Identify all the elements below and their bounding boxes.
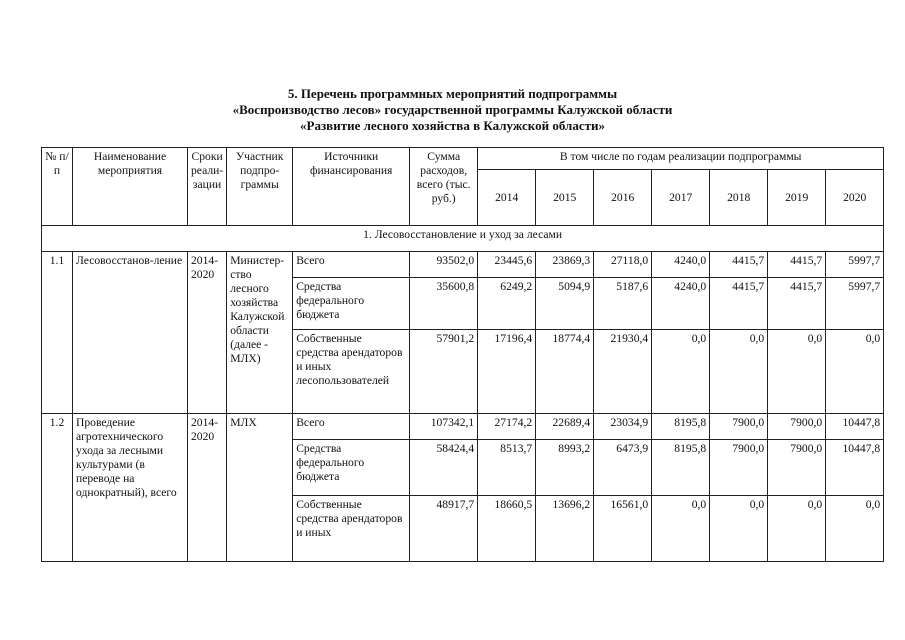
header-year: 2014 xyxy=(478,170,536,226)
source-total: 35600,8 xyxy=(410,278,478,330)
year-value: 0,0 xyxy=(652,330,710,414)
year-value: 5094,9 xyxy=(536,278,594,330)
year-value: 10447,8 xyxy=(826,440,884,496)
year-value: 27118,0 xyxy=(594,252,652,278)
section-row xyxy=(42,226,884,252)
year-value: 7900,0 xyxy=(710,414,768,440)
year-value: 23445,6 xyxy=(478,252,536,278)
year-value: 4415,7 xyxy=(768,252,826,278)
source-label: Всего xyxy=(293,414,410,440)
row-num: 1.2 xyxy=(42,414,73,562)
year-value: 5187,6 xyxy=(594,278,652,330)
source-total: 58424,4 xyxy=(410,440,478,496)
source-label: Собственные средства арендаторов и иных лесопользователей xyxy=(293,330,410,414)
header-source: Источники финансирования xyxy=(293,148,410,226)
table-row xyxy=(42,414,884,440)
section-title: 1. Лесовосстановление и уход за лесами xyxy=(42,226,884,252)
activity-period: 2014-2020 xyxy=(188,414,227,562)
year-value: 7900,0 xyxy=(768,414,826,440)
year-value: 0,0 xyxy=(710,330,768,414)
year-value: 8513,7 xyxy=(478,440,536,496)
year-value: 18660,5 xyxy=(478,496,536,562)
table-row xyxy=(42,252,884,278)
source-total: 48917,7 xyxy=(410,496,478,562)
header-year: 2015 xyxy=(536,170,594,226)
header-period: Сроки реали-зации xyxy=(188,148,227,226)
year-value: 23034,9 xyxy=(594,414,652,440)
year-value: 18774,4 xyxy=(536,330,594,414)
year-value: 4240,0 xyxy=(652,252,710,278)
header-row xyxy=(42,148,884,170)
year-value: 8195,8 xyxy=(652,414,710,440)
row-num: 1.1 xyxy=(42,252,73,414)
year-value: 6473,9 xyxy=(594,440,652,496)
header-year: 2019 xyxy=(768,170,826,226)
header-num: № п/п xyxy=(42,148,73,226)
year-value: 16561,0 xyxy=(594,496,652,562)
activity-participant: МЛХ xyxy=(227,414,293,562)
year-value: 8993,2 xyxy=(536,440,594,496)
year-value: 5997,7 xyxy=(826,278,884,330)
year-value: 7900,0 xyxy=(710,440,768,496)
source-label: Собственные средства арендаторов и иных xyxy=(293,496,410,562)
activity-participant: Министер-ство лесного хозяйства Калужской области (далее - МЛХ) xyxy=(227,252,293,414)
year-value: 0,0 xyxy=(768,330,826,414)
header-year: 2016 xyxy=(594,170,652,226)
year-value: 6249,2 xyxy=(478,278,536,330)
source-total: 93502,0 xyxy=(410,252,478,278)
source-total: 57901,2 xyxy=(410,330,478,414)
header-years-group: В том числе по годам реализации подпрограммы xyxy=(478,148,884,170)
document-title xyxy=(0,86,905,134)
header-sum: Сумма расходов, всего (тыс. руб.) xyxy=(410,148,478,226)
title-line-2: «Воспроизводство лесов» государственной программы Калужской области xyxy=(232,102,673,117)
title-line-1: 5. Перечень программных мероприятий подпрограммы xyxy=(287,86,618,101)
year-value: 8195,8 xyxy=(652,440,710,496)
year-value: 0,0 xyxy=(768,496,826,562)
header-year: 2020 xyxy=(826,170,884,226)
year-value: 4415,7 xyxy=(710,278,768,330)
header-name: Наименование мероприятия xyxy=(73,148,188,226)
activity-name: Лесовосстанов-ление xyxy=(73,252,188,414)
year-value: 4240,0 xyxy=(652,278,710,330)
header-year: 2018 xyxy=(710,170,768,226)
year-value: 7900,0 xyxy=(768,440,826,496)
year-value: 0,0 xyxy=(826,496,884,562)
year-value: 4415,7 xyxy=(710,252,768,278)
source-label: Всего xyxy=(293,252,410,278)
year-value: 4415,7 xyxy=(768,278,826,330)
activity-name: Проведение агротехнического ухода за лесными культурами (в переводе на однократный), всего xyxy=(73,414,188,562)
program-activities-table xyxy=(41,147,884,562)
title-line-3: «Развитие лесного хозяйства в Калужской области» xyxy=(300,118,605,133)
year-value: 10447,8 xyxy=(826,414,884,440)
header-participant: Участник подпро-граммы xyxy=(227,148,293,226)
source-label: Средства федерального бюджета xyxy=(293,440,410,496)
activity-period: 2014-2020 xyxy=(188,252,227,414)
source-total: 107342,1 xyxy=(410,414,478,440)
year-value: 0,0 xyxy=(710,496,768,562)
year-value: 22689,4 xyxy=(536,414,594,440)
year-value: 21930,4 xyxy=(594,330,652,414)
year-value: 0,0 xyxy=(652,496,710,562)
year-value: 17196,4 xyxy=(478,330,536,414)
year-value: 23869,3 xyxy=(536,252,594,278)
year-value: 13696,2 xyxy=(536,496,594,562)
year-value: 5997,7 xyxy=(826,252,884,278)
source-label: Средства федерального бюджета xyxy=(293,278,410,330)
year-value: 27174,2 xyxy=(478,414,536,440)
year-value: 0,0 xyxy=(826,330,884,414)
header-year: 2017 xyxy=(652,170,710,226)
